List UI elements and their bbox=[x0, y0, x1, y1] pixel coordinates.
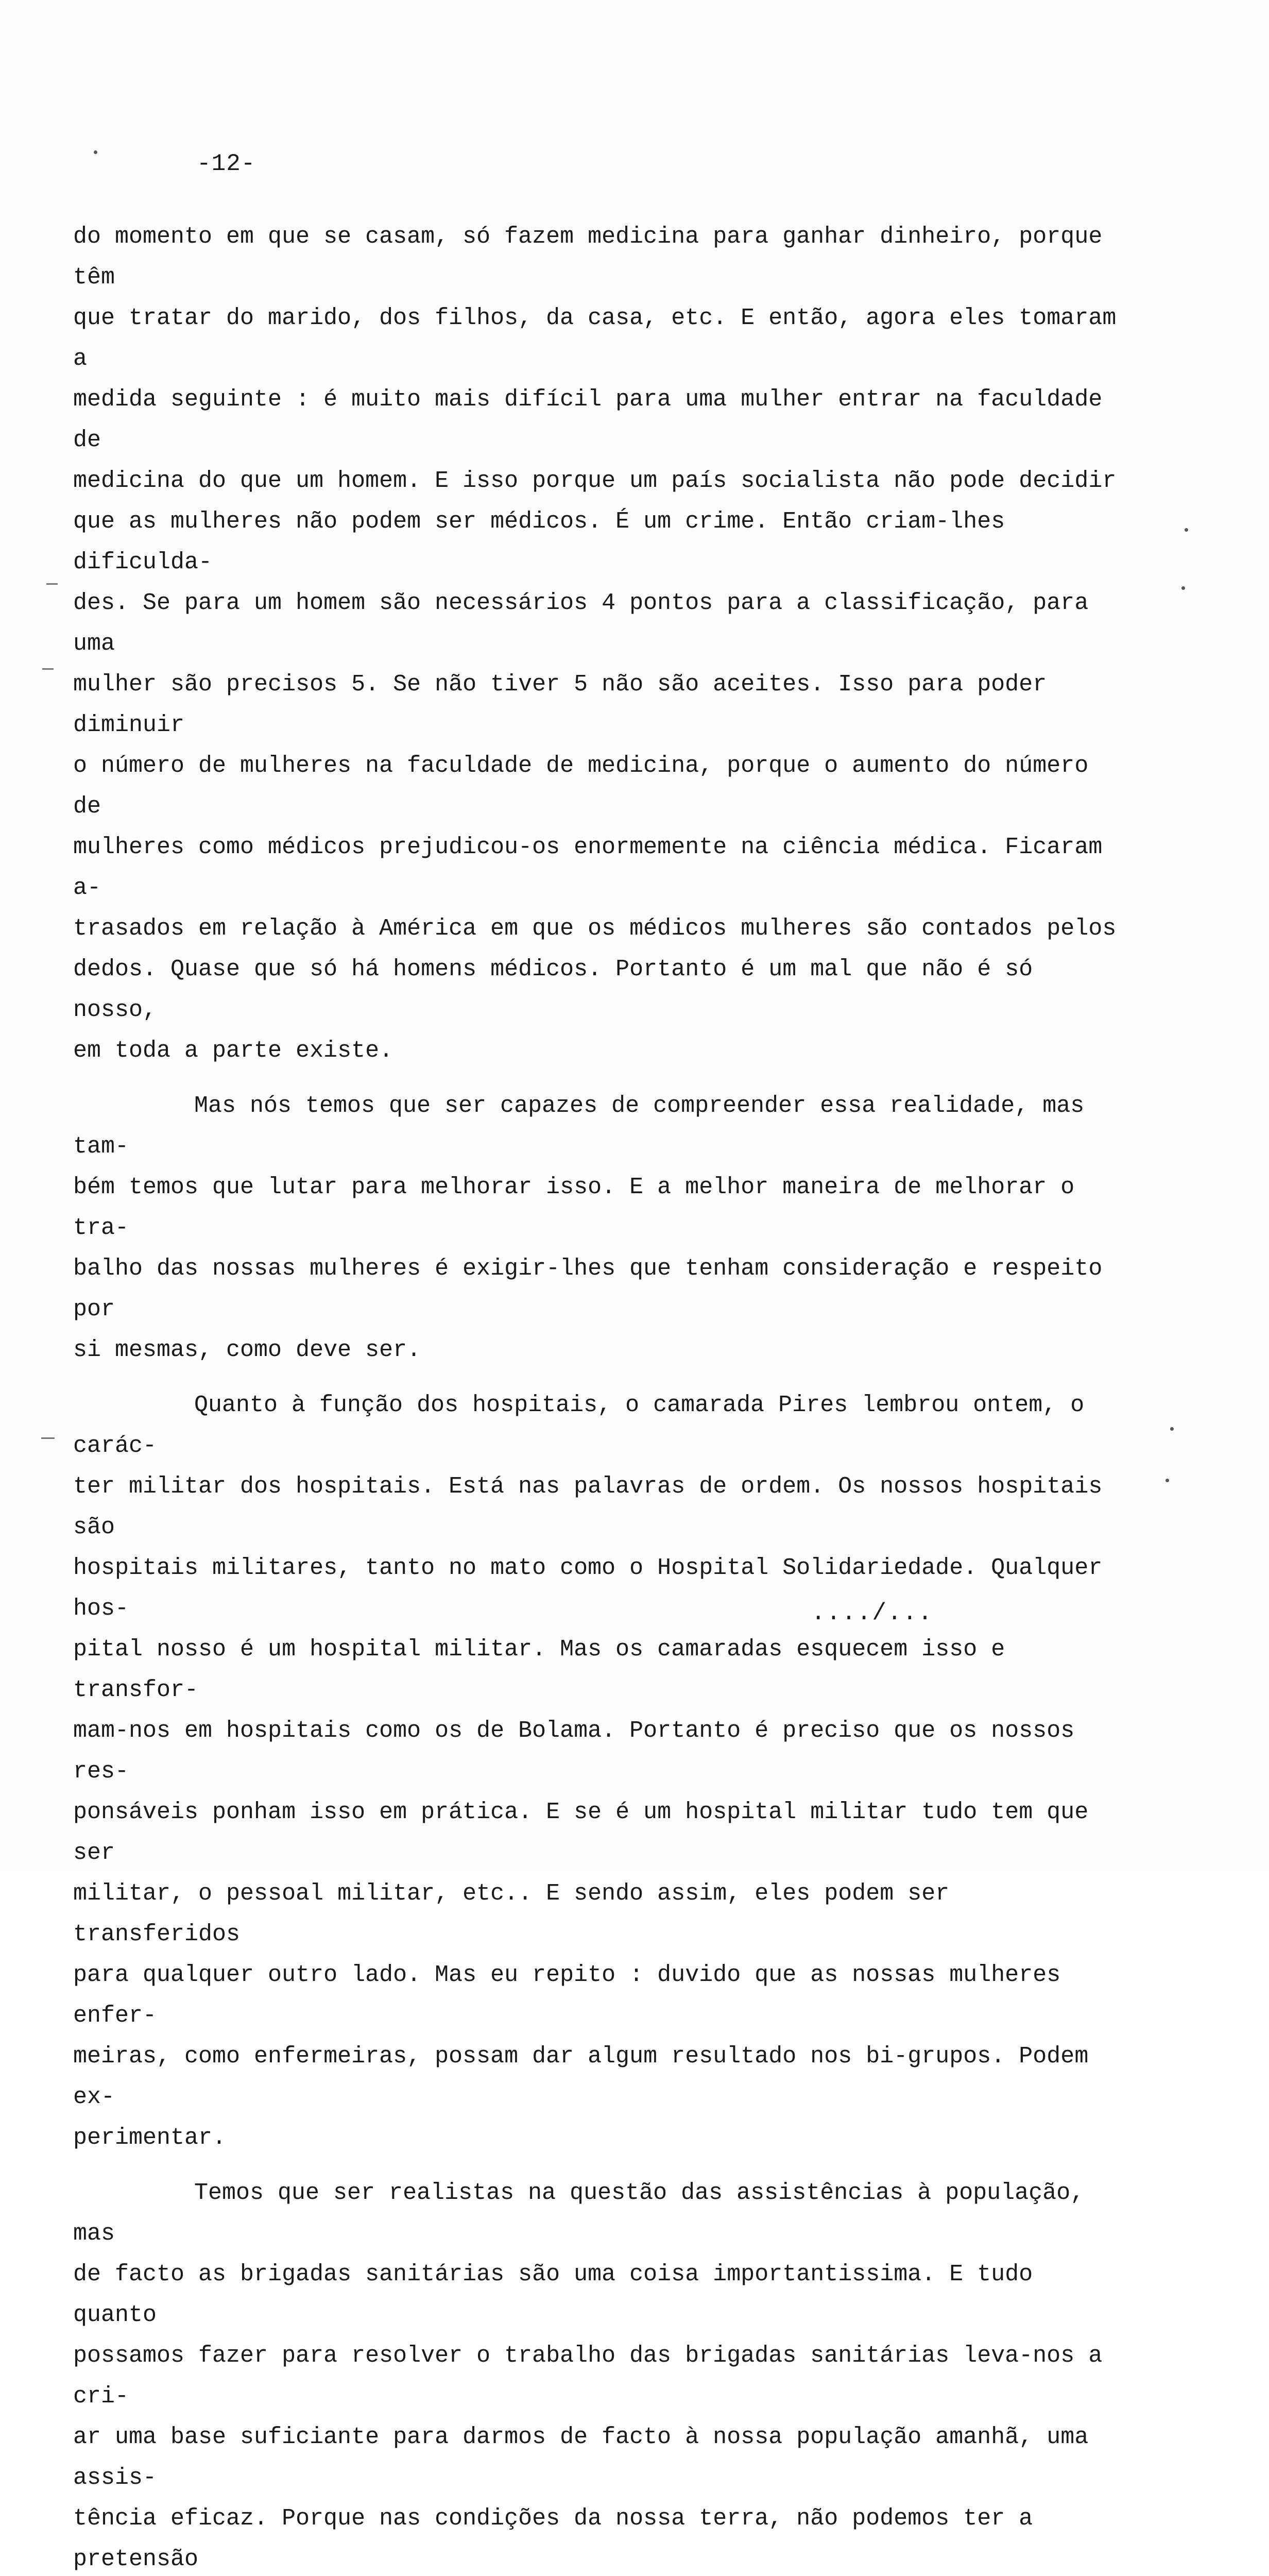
scan-speck bbox=[1170, 1427, 1174, 1431]
scan-speck bbox=[1185, 528, 1188, 532]
scan-mark bbox=[41, 1437, 55, 1439]
paragraph-4: Temos que ser realistas na questão das assistências à população, mas de facto as brigadas sanitárias são uma coisa importantissima. E tudo quanto possamos fazer para resolver o trabalho das brigadas sanitárias leva-nos a cri- ar uma base suficiante para darmos de facto à nossa população amanhã, uma assis- tência eficaz. Porque nas condições da nossa terra, não podemos ter a pretensão bbox=[73, 2180, 1103, 2572]
paragraph-1: do momento em que se casam, só fazem medicina para ganhar dinheiro, porque têm que tratar do marido, dos filhos, da casa, etc. E então, agora eles tomaram a medida seguinte : é muito mais difícil para uma mulher entrar na faculdade de medicina do que um homem. E isso porque um país socialista não pode decidir que as mulheres não podem ser médicos. É um crime. Então criam-lhes dificulda- des. Se para um homem são necessários 4 pontos para a classificação, para uma mulher são precisos 5. Se não tiver 5 não são aceites. Isso para poder diminuir o número de mulheres na faculdade de medicina, porque o aumento do número de mulheres como médicos prejudicou-os enormemente na ciência médica. Ficaram a- trasados em relação à América em que os médicos mulheres são contados pelos dedos. Quase que só há homens médicos. Portanto é um mal que não é só nosso, em toda a parte existe. bbox=[73, 224, 1117, 1064]
paragraph-3: Quanto à função dos hospitais, o camarada Pires lembrou ontem, o carác- ter militar dos hospitais. Está nas palavras de ordem. Os nossos hospitais são hospitais militares, tanto no mato como o Hospital Solidariedade. Qualquer hos- pital nosso é um hospital militar. Mas os camaradas esquecem isso e transfor- mam-nos em hospitais como os de Bolama. Portanto é preciso que os nossos res- ponsáveis ponham isso em prática. E se é um hospital militar tudo tem que ser militar, o pessoal militar, etc.. E sendo assim, eles podem ser transferidos para qualquer outro lado. Mas eu repito : duvido que as nossas mulheres enfer- meiras, como enfermeiras, possam dar algum resultado nos bi-grupos. Podem ex- perimentar. bbox=[73, 1392, 1103, 2151]
scan-speck bbox=[1181, 586, 1185, 590]
paragraph-2: Mas nós temos que ser capazes de compreender essa realidade, mas tam- bém temos que lutar para melhorar isso. E a melhor maneira de melhorar o tra- balho das nossas mulheres é exigir-lhes que tenham consideração e respeito por si mesmas, como deve ser. bbox=[73, 1093, 1103, 1363]
body-text bbox=[73, 216, 1129, 2576]
page-number: -12- bbox=[197, 150, 256, 177]
continuation-mark: ..../... bbox=[811, 1600, 933, 1626]
scan-mark bbox=[42, 668, 54, 670]
scan-speck bbox=[94, 150, 97, 154]
scan-mark bbox=[46, 583, 58, 585]
scan-speck bbox=[1165, 1479, 1169, 1482]
